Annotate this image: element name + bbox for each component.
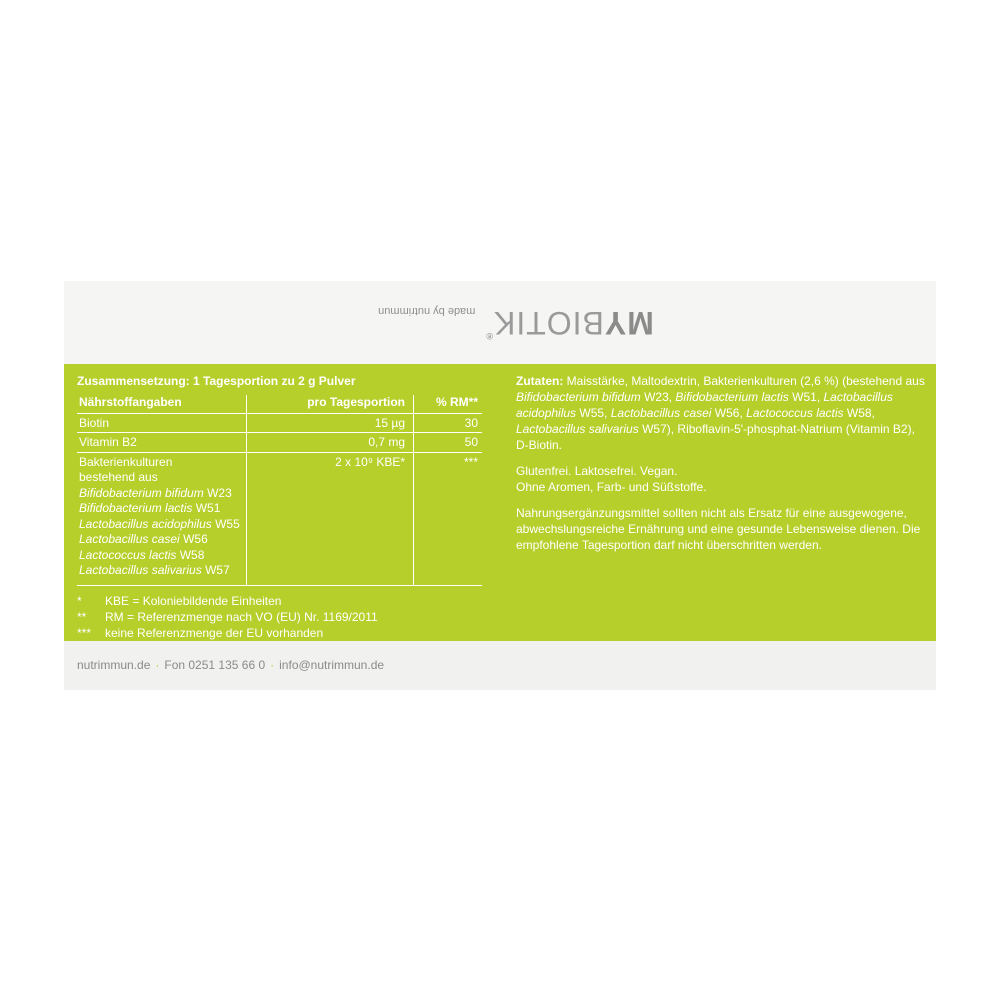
strain-item [79, 501, 244, 517]
cultures-amount: 2 x 10⁹ KBE* [247, 452, 414, 585]
brand-logo [366, 295, 666, 351]
strain-species: Bifidobacterium bifidum [79, 485, 204, 500]
composition-heading: Zusammensetzung: 1 Tagesportion zu 2 g Pulver [77, 374, 356, 388]
strain-code: W51 [192, 501, 221, 515]
ingredients-part: W23, [640, 390, 676, 404]
nutrient-amount: 0,7 mg [247, 433, 414, 453]
strain-species: Lactobacillus casei [79, 532, 180, 546]
nutrient-amount: 15 µg [247, 413, 414, 433]
footnote-mark: * [77, 593, 82, 608]
registered-mark: ® [485, 331, 493, 342]
strain-species: Lactobacillus salivarius [79, 563, 202, 577]
strain-item [79, 532, 244, 548]
box-top-flap [64, 281, 936, 364]
footnote-text: KBE = Koloniebildende Einheiten [105, 593, 282, 608]
footnote-mark: ** [77, 609, 87, 624]
cultures-sublabel: bestehend aus [79, 470, 158, 484]
footnote-mark: *** [77, 625, 92, 640]
logo-biotik: BIOTIK [492, 305, 604, 342]
footnotes [77, 593, 487, 641]
ingredients-text [516, 373, 926, 453]
strain-species: Lactobacillus acidophilus [79, 516, 212, 531]
strain-item [79, 563, 244, 579]
cultures-cell [77, 452, 247, 585]
logo-my: MY [603, 305, 654, 342]
claims-line: Glutenfrei. Laktosefrei. Vegan. [516, 464, 678, 478]
strain-species: Lactococcus lactis [79, 547, 177, 562]
ingredients-species: Bifidobacterium lactis [675, 390, 789, 404]
separator-dot: · [155, 658, 160, 672]
logo-wordmark [485, 305, 654, 342]
cultures-label: Bakterienkulturen [79, 454, 173, 469]
ingredients-part: W57), Riboflavin-5'-phosphat-Natrium (Vitamin B2), D-Biotin. [516, 422, 915, 452]
strain-code: W58 [176, 547, 205, 562]
ingredients-part: W55, [576, 406, 611, 420]
website-link[interactable]: nutrimmun.de [77, 658, 151, 672]
dietary-claims [516, 463, 926, 495]
strain-code: W57 [201, 563, 230, 577]
product-box-back [64, 281, 936, 690]
footnote-text: RM = Referenzmenge nach VO (EU) Nr. 1169/2011 [105, 609, 378, 624]
footnote-item [77, 625, 487, 641]
nutrition-table [77, 395, 482, 586]
nutrition-header-row [77, 395, 482, 413]
cultures-row [77, 452, 482, 585]
info-panel [64, 364, 936, 641]
contact-info [77, 658, 384, 672]
header-nutrients: Nährstoffangaben [77, 395, 247, 413]
ingredients-species: Lactobacillus casei [610, 406, 712, 420]
ingredients-section [516, 373, 926, 563]
header-rm: % RM** [414, 395, 483, 413]
ingredients-species: Lactobacillus acidophilus [516, 390, 893, 420]
ingredients-species: Lactobacillus salivarius [516, 422, 639, 436]
contact-bar [64, 641, 936, 690]
ingredients-part: W58, [843, 406, 875, 420]
strain-item [79, 486, 244, 502]
table-row [77, 433, 482, 453]
warning-text: Nahrungsergänzungsmittel sollten nicht als Ersatz für eine ausgewogene, abwechslungsreiche Ernährung und eine gesunde Lebensweise dienen. Die empfohlene Tagesportion darf nicht überschritten werden. [516, 506, 921, 552]
ingredients-label: Zutaten: [516, 374, 564, 388]
strain-item [79, 548, 244, 564]
ingredients-species: Lactococcus lactis [746, 406, 844, 420]
header-per-portion: pro Tagesportion [247, 395, 414, 413]
footnote-item [77, 609, 487, 625]
footnote-item [77, 593, 487, 609]
ingredients-part: W56, [711, 406, 747, 420]
ingredients-part: Maisstärke, Maltodextrin, Bakterienkulturen (2,6 %) (bestehend aus [563, 374, 925, 388]
ingredients-part: W51, [788, 390, 824, 404]
phone-number: Fon 0251 135 66 0 [164, 658, 266, 672]
email-link[interactable]: info@nutrimmun.de [279, 658, 385, 672]
nutrient-name: Biotin [77, 413, 247, 433]
footnote-text: keine Referenzmenge der EU vorhanden [105, 625, 324, 640]
strain-species: Bifidobacterium lactis [79, 501, 193, 515]
nutrient-rm: 30 [414, 413, 483, 433]
nutrient-name: Vitamin B2 [77, 433, 247, 453]
ingredients-species: Bifidobacterium bifidum [516, 390, 641, 404]
strain-code: W23 [203, 485, 232, 500]
logo-tagline: made by nutrimmun [378, 305, 476, 317]
claims-line: Ohne Aromen, Farb- und Süßstoffe. [516, 480, 707, 494]
cultures-rm: *** [414, 452, 483, 585]
nutrient-rm: 50 [414, 433, 483, 453]
strain-item [79, 517, 244, 533]
table-row [77, 413, 482, 433]
strain-code: W55 [211, 516, 240, 531]
strain-code: W56 [179, 532, 208, 546]
separator-dot: · [270, 658, 275, 672]
composition-section [77, 373, 487, 641]
